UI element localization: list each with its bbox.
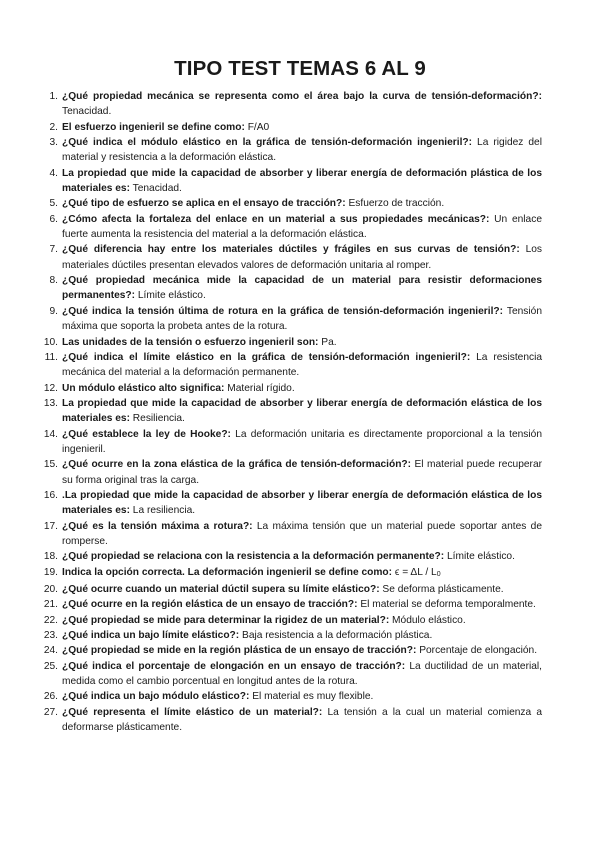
- question-item: [43, 628, 542, 643]
- question-text: ¿Qué propiedad mecánica se representa como el área bajo la curva de tensión-deformación?:: [62, 91, 542, 102]
- answer-text: El material es muy flexible.: [249, 691, 374, 703]
- question-number: 4.: [49, 167, 58, 179]
- question-number: 23.: [43, 630, 58, 642]
- question-item: [43, 659, 542, 690]
- question-item: [43, 488, 542, 519]
- question-item: [43, 519, 542, 550]
- answer-text: Esfuerzo de tracción.: [345, 198, 445, 210]
- question-text: ¿Qué diferencia hay entre los materiales dúctiles y frágiles en sus curvas de tensión?:: [62, 244, 520, 256]
- question-number: 1.: [49, 91, 58, 102]
- question-number: 11.: [44, 351, 58, 363]
- question-number: 7.: [49, 244, 58, 256]
- answer-text: Se deforma plásticamente.: [379, 584, 504, 595]
- question-number: 12.: [43, 382, 58, 394]
- question-item: [43, 705, 542, 736]
- question-text: ¿Qué ocurre cuando un material dúctil supera su límite elástico?:: [62, 584, 380, 595]
- question-item: [44, 350, 543, 381]
- question-text: ¿Qué propiedad mecánica mide la capacidad de un material para resistir deformaciones permanentes?:: [62, 275, 542, 302]
- question-number: 18.: [43, 551, 58, 563]
- question-text: Las unidades de la tensión o esfuerzo ingenieril son:: [62, 336, 319, 348]
- question-text: ¿Qué propiedad se mide para determinar la rigidez de un material?:: [62, 614, 390, 626]
- question-item: [49, 89, 542, 120]
- question-number: 22.: [43, 614, 58, 626]
- question-text: ¿Qué indica el porcentaje de elongación en un ensayo de tracción?:: [62, 660, 406, 672]
- question-number: 26.: [43, 691, 58, 703]
- question-item: [43, 597, 542, 612]
- question-text: ¿Qué propiedad se mide en la región plástica de un ensayo de tracción?:: [62, 645, 417, 657]
- question-number: 13.: [43, 397, 58, 409]
- answer-text: La resiliencia.: [129, 505, 196, 517]
- question-item: [43, 689, 542, 704]
- question-item: [43, 643, 542, 658]
- question-text: ¿Qué propiedad se relaciona con la resistencia a la deformación permanente?:: [62, 551, 445, 563]
- answer-text: Tensión máxima que soporta la probeta antes de la rotura.: [62, 305, 542, 333]
- question-number: 8.: [49, 275, 58, 287]
- answer-text: Porcentaje de elongación.: [416, 645, 538, 657]
- answer-text: Módulo elástico.: [389, 614, 466, 626]
- question-number: 21.: [43, 599, 58, 611]
- question-text: ¿Qué tipo de esfuerzo se aplica en el ensayo de tracción?:: [62, 198, 346, 210]
- question-text: ¿Cómo afecta la fortaleza del enlace en un material a sus propiedades mecánicas?:: [62, 213, 490, 225]
- answer-text: Baja resistencia a la deformación plástica.: [239, 630, 433, 642]
- question-item: [43, 335, 542, 350]
- answer-text: ϵ = ΔL / L: [392, 566, 437, 578]
- question-item: [43, 582, 542, 597]
- question-text: ¿Qué indica un bajo módulo elástico?:: [62, 691, 250, 703]
- answer-text: El material se deforma temporalmente.: [357, 599, 536, 611]
- question-text: ¿Qué ocurre en la zona elástica de la gráfica de tensión-deformación?:: [62, 459, 412, 471]
- answer-text: La rigidez del material y resistencia a la deformación elástica.: [62, 137, 542, 164]
- answer-text: Límite elástico.: [444, 551, 515, 563]
- question-text: Un módulo elástico alto significa:: [62, 382, 225, 394]
- question-text: ¿Qué ocurre en la región elástica de un ensayo de tracción?:: [62, 599, 358, 611]
- question-number: 20.: [43, 584, 58, 595]
- answer-text: El material puede recuperar su forma original tras la carga.: [62, 459, 542, 486]
- answer-text: La máxima tensión que un material puede soportar antes de romperse.: [62, 520, 542, 547]
- answer-text: La tensión a la cual un material comienza a deformarse plásticamente.: [62, 706, 542, 734]
- answer-text: La ductilidad de un material, medida como el cambio porcentual en longitud antes de la rotura.: [62, 660, 542, 688]
- answer-text: F/A0: [244, 121, 270, 133]
- question-number: 9.: [49, 305, 58, 317]
- answer-text: Los materiales dúctiles presentan elevados valores de deformación unitaria al romper.: [62, 244, 542, 271]
- question-number: 25.: [43, 660, 58, 672]
- question-item: [43, 457, 542, 488]
- question-item: [43, 613, 542, 628]
- answer-text: Un enlace fuerte aumenta la resistencia del material a la deformación elástica.: [62, 213, 542, 241]
- answer-text: Pa.: [318, 336, 337, 348]
- question-number: 2.: [49, 121, 58, 133]
- page-title: TIPO TEST TEMAS 6 AL 9: [174, 57, 426, 80]
- question-list: [43, 89, 543, 735]
- question-text: El esfuerzo ingenieril se define como:: [62, 121, 245, 133]
- answer-subscript: 0: [436, 570, 441, 578]
- question-number: 27.: [43, 706, 58, 718]
- question-item: [49, 166, 542, 197]
- question-text: ¿Qué indica un bajo límite elástico?:: [62, 630, 240, 642]
- question-number: 6.: [49, 213, 58, 225]
- answer-text: Resiliencia.: [129, 413, 185, 425]
- question-item: [49, 196, 542, 211]
- question-item: [43, 565, 542, 582]
- answer-text: Material rígido.: [224, 382, 295, 394]
- question-item: [43, 396, 542, 427]
- question-item: [49, 135, 542, 166]
- question-item: [43, 381, 542, 396]
- question-item: [43, 427, 542, 458]
- answer-text: La deformación unitaria es directamente proporcional a la tensión ingenieril.: [62, 428, 542, 455]
- question-text: ¿Qué indica la tensión última de rotura en la gráfica de tensión-deformación ingenieril?:: [62, 305, 504, 317]
- question-text: ¿Qué establece la ley de Hooke?:: [62, 428, 231, 440]
- question-text: ¿Qué indica el módulo elástico en la gráfica de tensión-deformación ingenieril?:: [62, 137, 473, 149]
- question-item: [49, 304, 542, 335]
- question-text: Indica la opción correcta. La deformación ingenieril se define como:: [62, 566, 393, 578]
- question-text: .La propiedad que mide la capacidad de absorber y liberar energía de deformación elástica de los materiales es:: [62, 489, 542, 517]
- question-number: 3.: [49, 137, 58, 149]
- question-text: ¿Qué indica el límite elástico en la gráfica de tensión-deformación ingenieril?:: [62, 351, 471, 363]
- question-item: [49, 212, 542, 243]
- question-item: [43, 549, 542, 564]
- question-text: ¿Qué representa el límite elástico de un material?:: [62, 706, 323, 718]
- question-text: La propiedad que mide la capacidad de absorber y liberar energía de deformación plástica de los materiales es:: [62, 167, 542, 195]
- answer-text: La resistencia mecánica del material a la deformación permanente.: [62, 351, 543, 379]
- answer-text: Límite elástico.: [135, 290, 206, 302]
- question-item: [49, 120, 542, 135]
- question-number: 14.: [43, 428, 58, 440]
- question-item: [49, 273, 542, 304]
- question-number: 19.: [43, 566, 58, 578]
- answer-text: Tenacidad.: [62, 106, 112, 118]
- question-number: 5.: [49, 198, 58, 210]
- question-number: 24.: [43, 645, 58, 657]
- question-number: 15.: [43, 459, 58, 471]
- question-text: La propiedad que mide la capacidad de absorber y liberar energía de deformación elástica de los materiales es:: [62, 397, 542, 425]
- answer-text: Tenacidad.: [129, 183, 182, 195]
- question-number: 16.: [43, 489, 58, 501]
- question-text: ¿Qué es la tensión máxima a rotura?:: [62, 520, 253, 532]
- question-number: 17.: [43, 520, 58, 532]
- question-item: [49, 242, 542, 273]
- question-number: 10.: [43, 336, 58, 348]
